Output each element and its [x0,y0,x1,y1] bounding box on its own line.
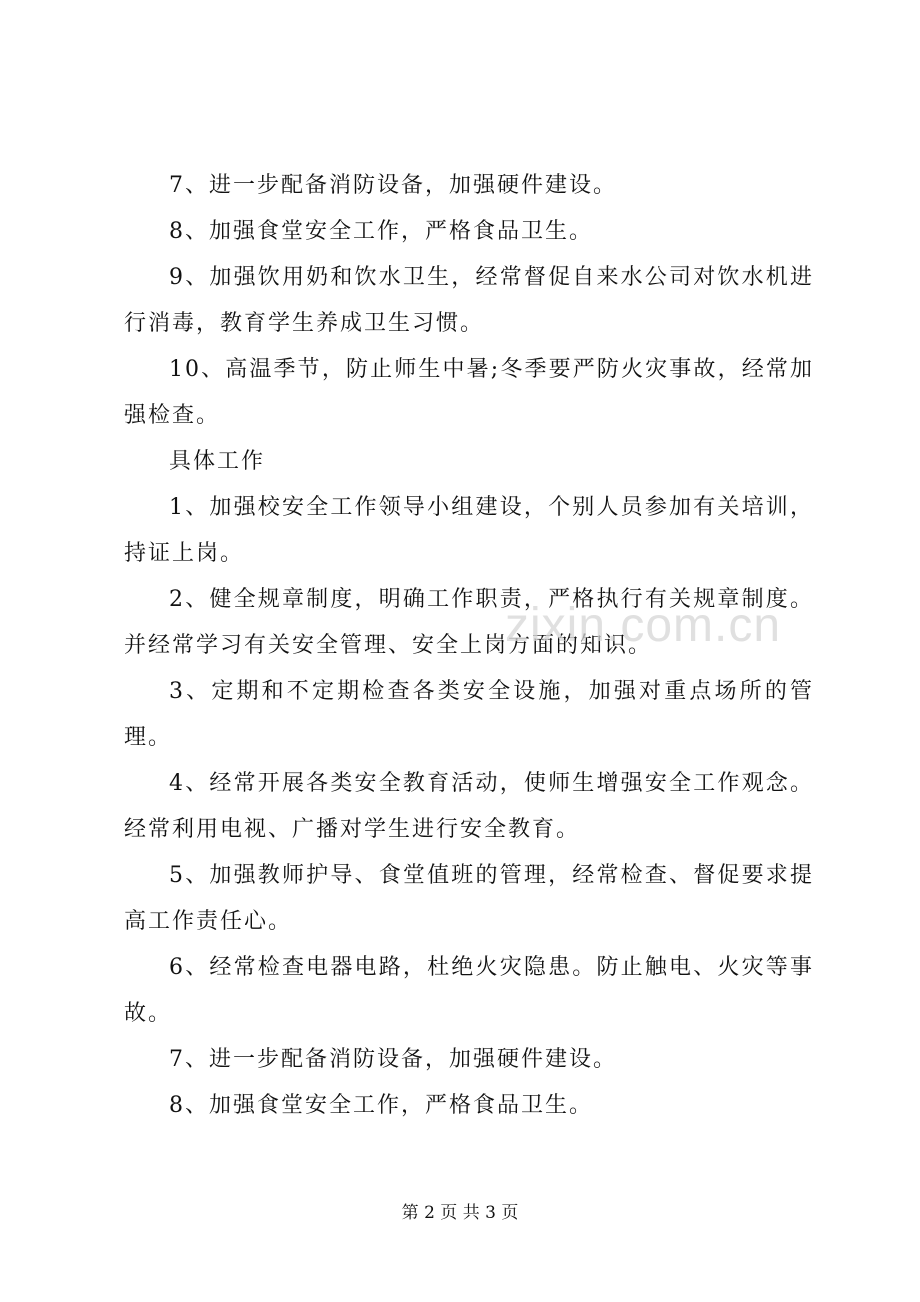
watermark: zixin.com.cn [505,599,782,652]
work-item-4: 4、经常开展各类安全教育活动，使师生增强安全工作观念。经常利用电视、广播对学生进行安全教育。 [124,771,814,842]
work-item-6: 6、经常检查电器电路，杜绝火灾隐患。防止触电、火灾等事故。 [124,955,814,1026]
work-item-8: 8、加强食堂安全工作，严格食品卫生。 [169,1093,593,1118]
paragraph-item-9: 9、加强饮用奶和饮水卫生，经常督促自来水公司对饮水机进行消毒，教育学生养成卫生习惯。 [124,265,814,336]
paragraph-item-10: 10、高温季节，防止师生中暑;冬季要严防火灾事故，经常加强检查。 [124,357,814,428]
work-item-3: 3、定期和不定期检查各类安全设施，加强对重点场所的管理。 [124,679,814,750]
work-item-1: 1、加强校安全工作领导小组建设，个别人员参加有关培训，持证上岗。 [124,495,814,566]
work-item-2: 2、健全规章制度，明确工作职责，严格执行有关规章制度。并经常学习有关安全管理、安全上岗方面的知识。 [124,587,814,658]
work-item-5: 5、加强教师护导、食堂值班的管理，经常检查、督促要求提高工作责任心。 [124,863,814,934]
paragraph-item-7: 7、进一步配备消防设备，加强硬件建设。 [169,173,617,198]
paragraph-item-8: 8、加强食堂安全工作，严格食品卫生。 [169,219,593,244]
work-item-7: 7、进一步配备消防设备，加强硬件建设。 [169,1047,617,1072]
section-heading-specific-work: 具体工作 [169,449,266,474]
page-footer: 第 2 页 共 3 页 [401,1203,519,1223]
